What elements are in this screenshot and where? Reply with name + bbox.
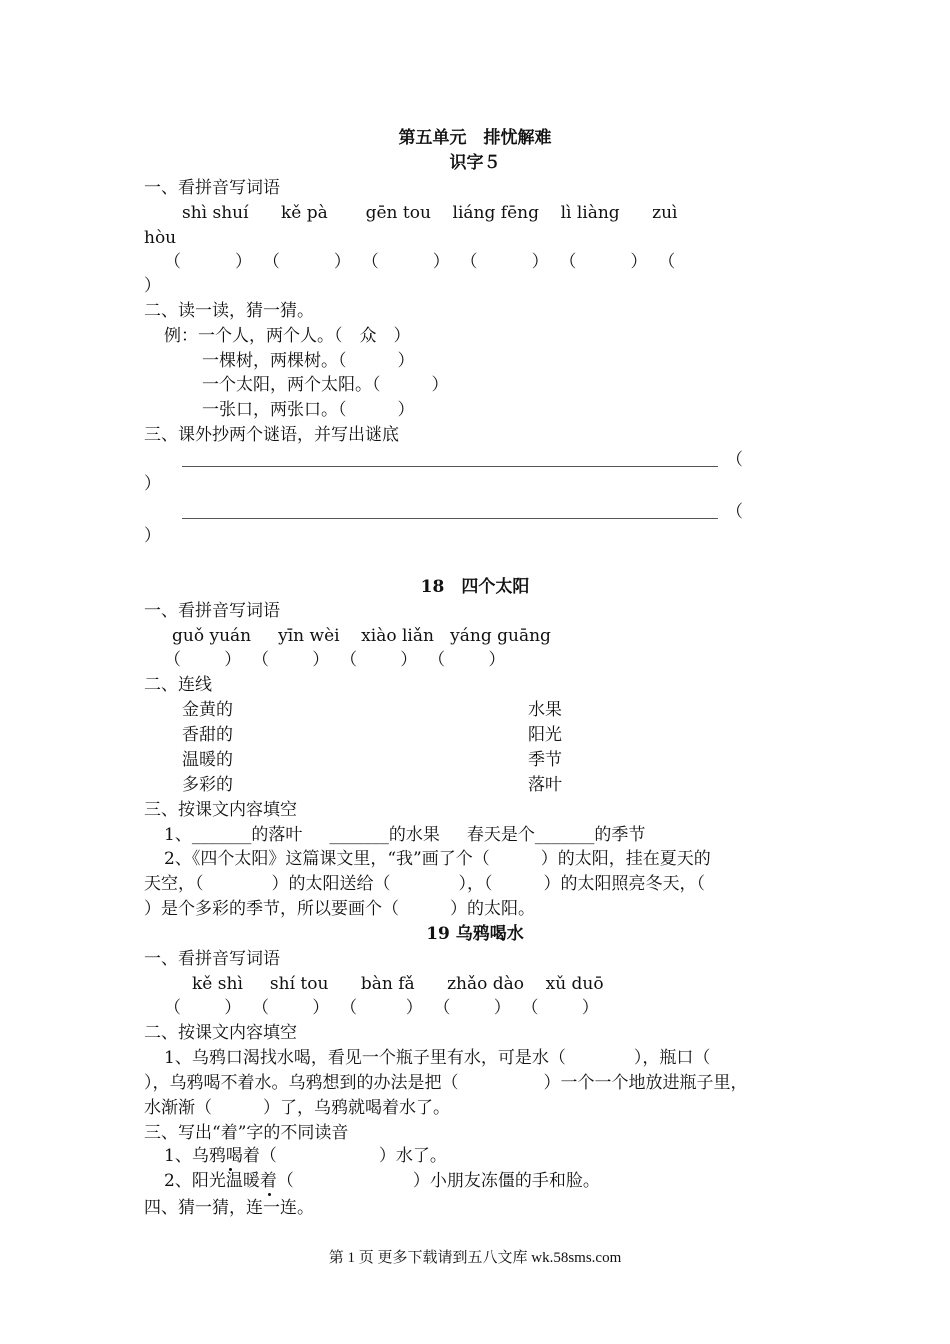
riddle-line[interactable]: [182, 518, 718, 519]
match-right[interactable]: 阳光: [528, 725, 562, 745]
fill-line[interactable]: 天空，（ ）的太阳送给（ ），（ ）的太阳照亮冬天，（: [144, 874, 705, 894]
question-heading: 一、看拼音写词语: [144, 178, 280, 198]
pinyin-row: guǒ yuán yīn wèi xiào liǎn yáng guāng: [172, 626, 551, 646]
exercise-line[interactable]: 一张口，两张口。（ ）: [202, 400, 415, 420]
question-heading: 二、读一读，猜一猜。: [144, 301, 314, 321]
question-heading: 三、写出“着”字的不同读音: [144, 1123, 349, 1143]
fill-line[interactable]: ），乌鸦喝不着水。乌鸦想到的办法是把（ ）一个一个地放进瓶子里，: [144, 1073, 748, 1093]
match-left[interactable]: 温暖的: [182, 750, 233, 770]
pinyin-row: kě shì shí tou bàn fǎ zhǎo dào xǔ duō: [192, 974, 604, 994]
question-heading: 二、按课文内容填空: [144, 1023, 297, 1043]
question-heading: 三、课外抄两个谜语，并写出谜底: [144, 425, 399, 445]
answer-blanks-wrap: ）: [144, 276, 161, 296]
fill-line[interactable]: 1、_______的落叶 _______的水果 春天是个_______的季节: [164, 825, 646, 845]
paren-open: （: [726, 450, 743, 470]
match-left[interactable]: 多彩的: [182, 775, 233, 795]
exercise-line[interactable]: 一个太阳，两个太阳。（ ）: [202, 375, 449, 395]
match-right[interactable]: 水果: [528, 700, 562, 720]
match-left[interactable]: 金黄的: [182, 700, 233, 720]
emphasis-dot: [268, 1193, 271, 1196]
pinyin-row: shì shuí kě pà gēn tou liáng fēng lì liàng zuì: [182, 203, 678, 223]
question-heading: 一、看拼音写词语: [144, 601, 280, 621]
question-heading: 二、连线: [144, 675, 212, 695]
riddle-line[interactable]: [182, 466, 718, 467]
answer-blanks[interactable]: （ ） （ ） （ ） （ ）: [164, 650, 506, 670]
fill-line[interactable]: ）是个多彩的季节，所以要画个（ ）的太阳。: [144, 899, 535, 919]
page-footer: 第 1 页 更多下载请到五八文库 wk.58sms.com: [328, 1250, 622, 1266]
question-heading: 三、按课文内容填空: [144, 800, 297, 820]
paren-open: （: [726, 502, 743, 522]
paren-close: ）: [144, 474, 161, 494]
fill-line[interactable]: 2、《四个太阳》这篇课文里，“我”画了个（ ）的太阳，挂在夏天的: [164, 849, 711, 869]
fill-line[interactable]: 1、乌鸦喝着（ ）水了。: [164, 1146, 447, 1166]
lesson-title: 识字５: [449, 153, 501, 173]
paren-close: ）: [144, 526, 161, 546]
fill-line[interactable]: 2、阳光温暖着（ ）小朋友冻僵的手和脸。: [164, 1171, 600, 1191]
match-right[interactable]: 落叶: [528, 775, 562, 795]
pinyin-row-wrap: hòu: [144, 228, 177, 248]
answer-blanks[interactable]: （ ） （ ） （ ） （ ） （ ） （: [164, 252, 676, 272]
example-line: 例：一个人，两个人。（ 众 ）: [164, 326, 411, 346]
exercise-line[interactable]: 一棵树，两棵树。（ ）: [202, 351, 415, 371]
fill-line[interactable]: 水渐渐（ ）了，乌鸦就喝着水了。: [144, 1098, 450, 1118]
match-right[interactable]: 季节: [528, 750, 562, 770]
question-heading: 四、猜一猜，连一连。: [144, 1198, 314, 1218]
answer-blanks[interactable]: （ ） （ ） （ ） （ ） （ ）: [164, 998, 599, 1018]
lesson-title: 18 四个太阳: [420, 577, 530, 597]
unit-title: 第五单元 排忧解难: [398, 128, 552, 148]
fill-line[interactable]: 1、乌鸦口渴找水喝，看见一个瓶子里有水，可是水（ ），瓶口（: [164, 1048, 711, 1068]
match-left[interactable]: 香甜的: [182, 725, 233, 745]
lesson-title: 19 乌鸦喝水: [426, 924, 524, 944]
question-heading: 一、看拼音写词语: [144, 949, 280, 969]
